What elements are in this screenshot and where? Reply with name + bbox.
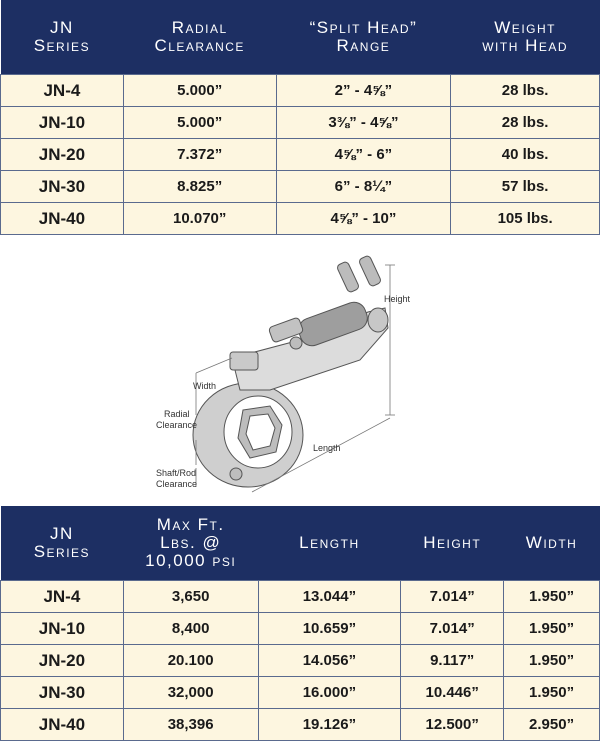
width-cell: 1.950” <box>504 677 600 709</box>
hex-bore <box>246 414 275 450</box>
series-cell: JN-20 <box>1 139 124 171</box>
split-head-range-cell: 6” - 8¼” <box>276 171 451 203</box>
width-cell: 1.950” <box>504 581 600 613</box>
specs-table <box>0 0 600 235</box>
label-radial-clearance: Radial Clearance <box>156 409 198 430</box>
label-length: Length <box>313 443 341 453</box>
weight-cell: 40 lbs. <box>451 139 600 171</box>
header-max-ft-lbs: Max Ft. Lbs. @ 10,000 psi <box>123 506 258 581</box>
width-cell: 2.950” <box>504 709 600 741</box>
series-cell: JN-40 <box>1 709 124 741</box>
series-cell: JN-4 <box>1 581 124 613</box>
header-length: Length <box>258 506 401 581</box>
bottom-pin <box>230 468 242 480</box>
length-cell: 16.000” <box>258 677 401 709</box>
radial-clearance-cell: 5.000” <box>123 107 276 139</box>
header-split-head-range: “Split Head” Range <box>276 0 451 75</box>
series-cell: JN-10 <box>1 107 124 139</box>
table-row <box>1 581 600 613</box>
series-cell: JN-10 <box>1 613 124 645</box>
specs-header-row <box>1 0 600 75</box>
header-radial-clearance: Radial Clearance <box>123 0 276 75</box>
length-cell: 14.056” <box>258 645 401 677</box>
max-torque-cell: 3,650 <box>123 581 258 613</box>
table-row <box>1 709 600 741</box>
wrench-illustration <box>193 255 388 487</box>
header-weight-with-head: Weight with Head <box>451 0 600 75</box>
table-row <box>1 107 600 139</box>
max-torque-cell: 38,396 <box>123 709 258 741</box>
max-torque-cell: 8,400 <box>123 613 258 645</box>
height-cell: 9.117” <box>401 645 504 677</box>
max-torque-cell: 20.100 <box>123 645 258 677</box>
table-row <box>1 171 600 203</box>
height-cell: 7.014” <box>401 613 504 645</box>
table-row <box>1 139 600 171</box>
weight-cell: 28 lbs. <box>451 75 600 107</box>
table-row <box>1 613 600 645</box>
table-row <box>1 75 600 107</box>
header-jn-series: JN Series <box>1 0 124 75</box>
coupler-left <box>336 261 360 293</box>
radial-clearance-cell: 5.000” <box>123 75 276 107</box>
length-cell: 10.659” <box>258 613 401 645</box>
weight-cell: 57 lbs. <box>451 171 600 203</box>
width-cell: 1.950” <box>504 613 600 645</box>
pawl-housing <box>230 352 258 370</box>
wrench-diagram <box>0 240 600 506</box>
height-cell: 12.500” <box>401 709 504 741</box>
series-cell: JN-30 <box>1 677 124 709</box>
header-height: Height <box>401 506 504 581</box>
radial-clearance-cell: 10.070” <box>123 203 276 235</box>
series-cell: JN-40 <box>1 203 124 235</box>
series-cell: JN-30 <box>1 171 124 203</box>
height-cell: 7.014” <box>401 581 504 613</box>
split-head-range-cell: 4⅝” - 6” <box>276 139 451 171</box>
split-head-range-cell: 2” - 4⅝” <box>276 75 451 107</box>
weight-cell: 28 lbs. <box>451 107 600 139</box>
table-row <box>1 677 600 709</box>
radial-clearance-cell: 8.825” <box>123 171 276 203</box>
dimensions-table <box>0 506 600 741</box>
length-cell: 13.044” <box>258 581 401 613</box>
series-cell: JN-20 <box>1 645 124 677</box>
header-width: Width <box>504 506 600 581</box>
length-cell: 19.126” <box>258 709 401 741</box>
table-row <box>1 203 600 235</box>
height-cell: 10.446” <box>401 677 504 709</box>
weight-cell: 105 lbs. <box>451 203 600 235</box>
radial-clearance-cell: 7.372” <box>123 139 276 171</box>
series-cell: JN-4 <box>1 75 124 107</box>
max-torque-cell: 32,000 <box>123 677 258 709</box>
header-jn-series: JN Series <box>1 506 124 581</box>
link-pin <box>290 337 302 349</box>
rear-pivot <box>368 308 388 332</box>
label-shaft-rod-clearance: Shaft/Rod Clearance <box>156 468 198 489</box>
width-cell: 1.950” <box>504 645 600 677</box>
coupler-right <box>358 255 382 287</box>
label-width: Width <box>193 381 217 391</box>
label-height: Height <box>384 294 411 304</box>
table-row <box>1 645 600 677</box>
split-head-range-cell: 3⅜” - 4⅝” <box>276 107 451 139</box>
split-head-range-cell: 4⅝” - 10” <box>276 203 451 235</box>
dimensions-header-row <box>1 506 600 581</box>
